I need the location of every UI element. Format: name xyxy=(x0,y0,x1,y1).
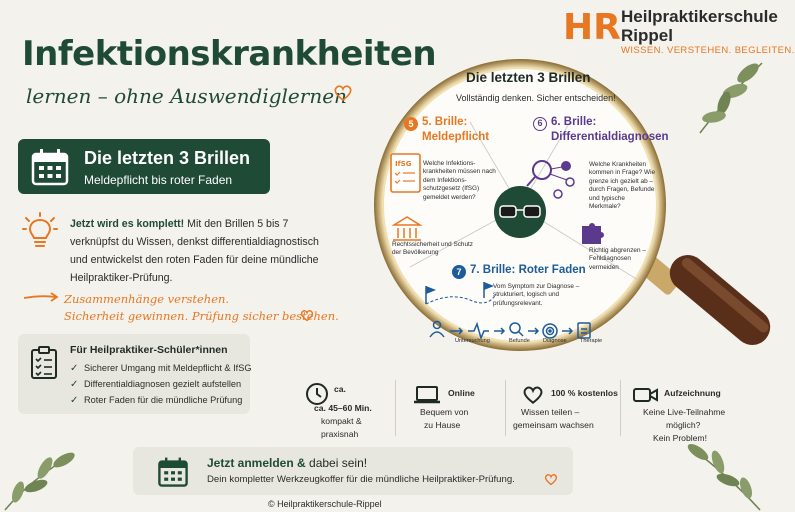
flow-step-label: Diagnose xyxy=(543,338,567,344)
flow-step-label: Therapie xyxy=(580,338,603,344)
brille-6-caption: Richtig abgrenzen – Fehldiagnosen vermeiden xyxy=(589,247,646,271)
cta-line-1: Zusammenhänge verstehen. xyxy=(64,292,230,306)
lens-title: Die letzten 3 Brillen xyxy=(466,70,591,85)
laptop-icon xyxy=(413,385,441,405)
calendar-icon xyxy=(157,456,189,488)
signup-bar[interactable] xyxy=(133,447,573,495)
brille-5-caption: Rechtssicherheit und Schutz der Bevölkerung xyxy=(392,241,473,257)
brille-5-title: 5. Brille: Meldepflicht xyxy=(422,116,490,143)
brille-6-title: 6. Brille: Differentialdiagnosen xyxy=(551,116,669,143)
page-subtitle: lernen – ohne Auswendiglernen xyxy=(26,84,347,108)
heart-outline-icon xyxy=(300,309,314,322)
students-box: Für Heilpraktiker-Schüler*innen ✓ Sicherer Umgang mit Meldepflicht & IfSG ✓ Differentialdiagnosen gezielt aufstellen ✓ Roter Faden für die mündliche Prüfung xyxy=(18,334,250,414)
calendar-icon xyxy=(30,147,70,187)
feature-duration-line: praxisnah xyxy=(321,429,359,439)
divider xyxy=(395,380,396,436)
logo-name xyxy=(621,7,778,45)
intro-body: Mit den Brillen 5 bis 7 verknüpfst du Wissen, denkst differentialdiagnostisch und entwickelst den roten Faden für deine mündliche Heilpraktiker-Prüfung. xyxy=(70,218,319,284)
feature-free-title: 100 % kostenlos xyxy=(551,388,618,398)
ifsg-label: IfSG xyxy=(395,160,412,168)
puzzle-icon xyxy=(582,223,604,244)
feature-duration-value: ca. 45–60 Min. xyxy=(314,403,372,413)
intro-text xyxy=(70,215,330,287)
logo-name-line1: Heilpraktikerschule xyxy=(621,7,778,26)
check-icon: ✓ xyxy=(70,363,79,374)
video-camera-icon xyxy=(633,386,659,404)
feature-recording-line: Kein Problem! xyxy=(653,433,707,443)
feature-online-title: Online xyxy=(448,388,475,398)
lightbulb-icon xyxy=(22,212,58,252)
divider xyxy=(505,380,506,436)
feature-online-line: Bequem von xyxy=(420,407,469,417)
feature-online-line: zu Hause xyxy=(424,420,461,430)
info-banner xyxy=(18,139,270,194)
copyright: © Heilpraktikerschule-Rippel xyxy=(268,499,382,509)
leaf-branch-bottom-left xyxy=(0,430,80,512)
heart-outline-icon xyxy=(333,84,353,102)
magnifying-glass xyxy=(370,42,768,368)
glasses-icon xyxy=(494,186,546,238)
signup-title-rest: dabei sein! xyxy=(305,456,368,470)
leaf-branch-bottom-right xyxy=(670,432,768,512)
cta-line-2: Sicherheit gewinnen. Prüfung sicher bestehen. xyxy=(64,309,339,323)
feature-recording-line: möglich? xyxy=(666,420,701,430)
brille-5-question: Welche Infektions-krankheiten müssen nach dem Infektions-schutzgesetz (IfSG) gemeldet werden? xyxy=(423,160,496,201)
check-icon: ✓ xyxy=(70,395,79,406)
signup-title xyxy=(207,456,367,470)
page-title: Infektionskrankheiten xyxy=(22,34,437,74)
flow-step-label: Untersuchung xyxy=(455,338,490,344)
logo-name-line2: Rippel xyxy=(621,26,673,45)
students-title: Für Heilpraktiker-Schüler*innen xyxy=(70,344,228,356)
brille-7-text: Vom Symptom zur Diagnose – strukturiert, logisch und prüfungsrelevant. xyxy=(493,283,580,307)
feature-free-line: Wissen teilen – xyxy=(521,407,580,417)
ifsg-document-icon xyxy=(391,154,420,192)
banner-subtitle: Meldepflicht bis roter Faden xyxy=(84,173,233,187)
feature-duration-line: kompakt & xyxy=(321,416,362,426)
feature-recording-line: Keine Live-Teilnahme xyxy=(643,407,726,417)
logo-mark-text: HR xyxy=(563,7,621,48)
feature-free-line: gemeinsam wachsen xyxy=(513,420,594,430)
heart-icon xyxy=(522,385,544,405)
clipboard-checklist-icon xyxy=(30,346,58,380)
arrow-right-icon xyxy=(22,290,60,304)
signup-title-bold: Jetzt anmelden & xyxy=(207,456,306,470)
heart-outline-icon xyxy=(544,473,558,486)
feature-recording-title: Aufzeichnung xyxy=(664,388,721,398)
flow-step-label: Befunde xyxy=(509,338,530,344)
logo-mark xyxy=(563,7,621,48)
banner-title: Die letzten 3 Brillen xyxy=(84,148,251,168)
brille-5-number-badge: 5 xyxy=(404,117,418,131)
signup-subtitle: Dein kompletter Werkzeugkoffer für die mündliche Heilpraktiker-Prüfung. xyxy=(207,474,515,485)
logo-tagline: WISSEN. VERSTEHEN. BEGLEITEN. xyxy=(621,45,795,56)
divider xyxy=(620,380,621,436)
brille-7-number-badge: 7 xyxy=(452,265,466,279)
check-icon: ✓ xyxy=(70,379,79,390)
brille-6-question: Welche Krankheiten kommen in Frage? Wie grenze ich gezielt ab – durch Fragen, Befunde und typische Merkmale? xyxy=(589,161,656,211)
brille-6-number-badge: 6 xyxy=(533,117,547,131)
lens-subtitle: Vollständig denken. Sicher entscheiden! xyxy=(456,93,616,103)
intro-bold: Jetzt wird es komplett! xyxy=(70,218,185,230)
feature-duration-label: ca. xyxy=(334,384,346,394)
brille-7-title: 7. Brille: Roter Faden xyxy=(470,264,586,276)
